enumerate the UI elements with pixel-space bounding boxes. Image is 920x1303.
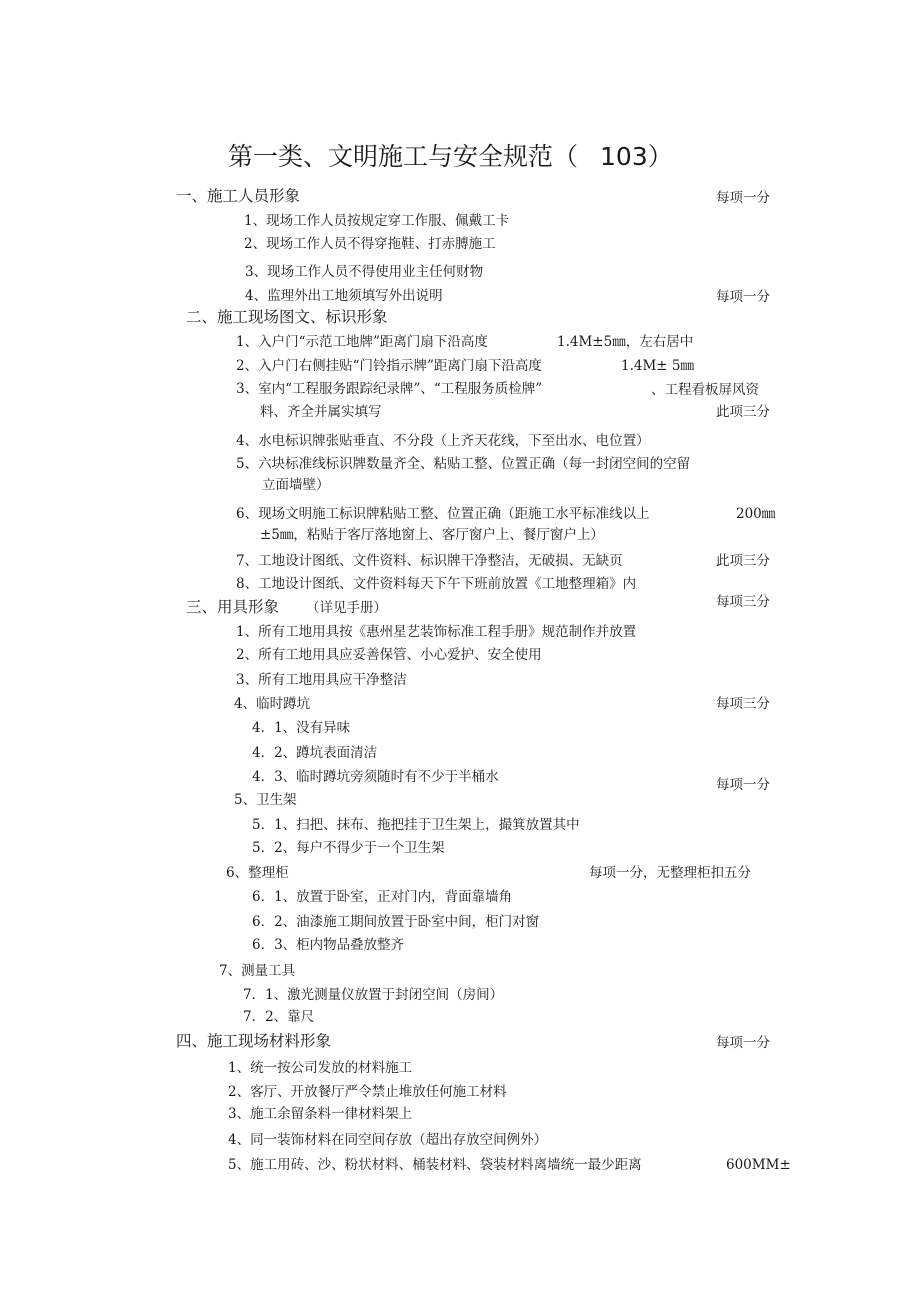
score-note: 每项一分 (716, 777, 770, 793)
list-item-continuation: 料、齐全并属实填写 (260, 404, 382, 420)
list-item: 2、入户门右侧挂贴“门铃指示牌”距离门扇下沿高度 (236, 358, 542, 374)
score-note: 每项一分，无整理柜扣五分 (589, 865, 751, 881)
list-item: 2、现场工作人员不得穿拖鞋、打赤膊施工 (244, 236, 496, 252)
list-item: 3、现场工作人员不得使用业主任何财物 (245, 264, 484, 280)
list-item: 4、临时蹲坑 (234, 696, 311, 712)
section-heading: 三、用具形象 (186, 598, 280, 616)
list-item: 3、室内“工程服务跟踪纪录牌”、“工程服务质检牌” (236, 381, 543, 397)
sub-item: 4．2、蹲坑表面清洁 (252, 745, 378, 761)
list-item: 5、卫生架 (234, 792, 297, 808)
sub-item: 4．3、临时蹲坑旁须随时有不少于半桶水 (252, 769, 499, 785)
score-note: 此项三分 (716, 553, 770, 569)
score-note: 每项一分 (716, 289, 770, 305)
section-heading: 二、施工现场图文、标识形象 (186, 308, 388, 326)
sub-item: 7．1、激光测量仪放置于封闭空间（房间） (243, 987, 504, 1003)
score-note: 每项三分 (716, 696, 770, 712)
sub-item: 6．2、油漆施工期间放置于卧室中间，柜门对窗 (252, 914, 540, 930)
sub-item: 5．2、每户不得少于一个卫生架 (252, 840, 445, 856)
list-item: 3、所有工地用具应干净整洁 (236, 672, 407, 688)
list-item: 5、六块标准线标识牌数量齐全、粘贴工整、位置正确（每一封闭空间的空留 (236, 456, 691, 472)
score-note: 每项三分 (716, 594, 770, 610)
list-item: 7、测量工具 (219, 963, 296, 979)
sub-item: 6．1、放置于卧室，正对门内，背面靠墙角 (252, 889, 513, 905)
list-item: 2、所有工地用具应妥善保管、小心爱护、安全使用 (236, 647, 542, 663)
list-item-value: 1.4M±5㎜，左右居中 (557, 334, 694, 350)
list-item-value: 1.4M± 5㎜ (621, 358, 694, 374)
list-item-continuation: 、工程看板屏风资 (651, 382, 759, 398)
list-item: 8、工地设计图纸、文件资料每天下午下班前放置《工地整理箱》内 (236, 576, 637, 592)
list-item-continuation: ±5㎜，粘贴于客厅落地窗上、客厅窗户上、餐厅窗户上） (260, 527, 604, 543)
sub-item: 5．1、扫把、抹布、拖把挂于卫生架上，撮箕放置其中 (252, 817, 580, 833)
list-item: 1、现场工作人员按规定穿工作服、佩戴工卡 (244, 213, 510, 229)
list-item-value: 600MM± (726, 1157, 791, 1173)
sub-item: 6．3、柜内物品叠放整齐 (252, 937, 405, 953)
section-note: （详见手册） (306, 600, 387, 616)
list-item: 1、入户门“示范工地牌”距离门扇下沿高度 (236, 334, 488, 350)
list-item: 3、施工余留条料一律材料架上 (228, 1106, 413, 1122)
list-item: 5、施工用砖、沙、粉状材料、桶装材料、袋装材料离墙统一最少距离 (228, 1157, 642, 1173)
sub-item: 7．2、靠尺 (243, 1009, 315, 1025)
list-item: 4、同一装饰材料在同空间存放（超出存放空间例外） (228, 1132, 548, 1148)
list-item: 6、现场文明施工标识牌粘贴工整、位置正确（距施工水平标准线以上 (236, 506, 650, 522)
score-note: 每项一分 (716, 1035, 770, 1051)
list-item: 6、整理柜 (226, 865, 289, 881)
list-item: 1、所有工地用具按《惠州星艺装饰标准工程手册》规范制作并放置 (236, 624, 637, 640)
list-item: 4、水电标识牌张贴垂直、不分段（上齐天花线，下至出水、电位置） (236, 433, 650, 449)
sub-item: 4．1、没有异味 (252, 720, 351, 736)
score-note: 每项一分 (716, 190, 770, 206)
list-item: 4、监理外出工地须填写外出说明 (245, 288, 443, 304)
list-item-continuation: 立面墙壁） (262, 477, 330, 493)
page-title: 第一类、文明施工与安全规范（ 103） (228, 142, 673, 171)
list-item: 7、工地设计图纸、文件资料、标识牌干净整洁，无破损、无缺页 (236, 553, 623, 569)
score-note: 此项三分 (716, 404, 770, 420)
list-item: 1、统一按公司发放的材料施工 (228, 1060, 413, 1076)
section-heading: 四、施工现场材料形象 (176, 1032, 332, 1050)
list-item: 2、客厅、开放餐厅严令禁止堆放任何施工材料 (228, 1084, 507, 1100)
list-item-value: 200㎜ (736, 506, 776, 522)
section-heading: 一、施工人员形象 (176, 187, 301, 205)
